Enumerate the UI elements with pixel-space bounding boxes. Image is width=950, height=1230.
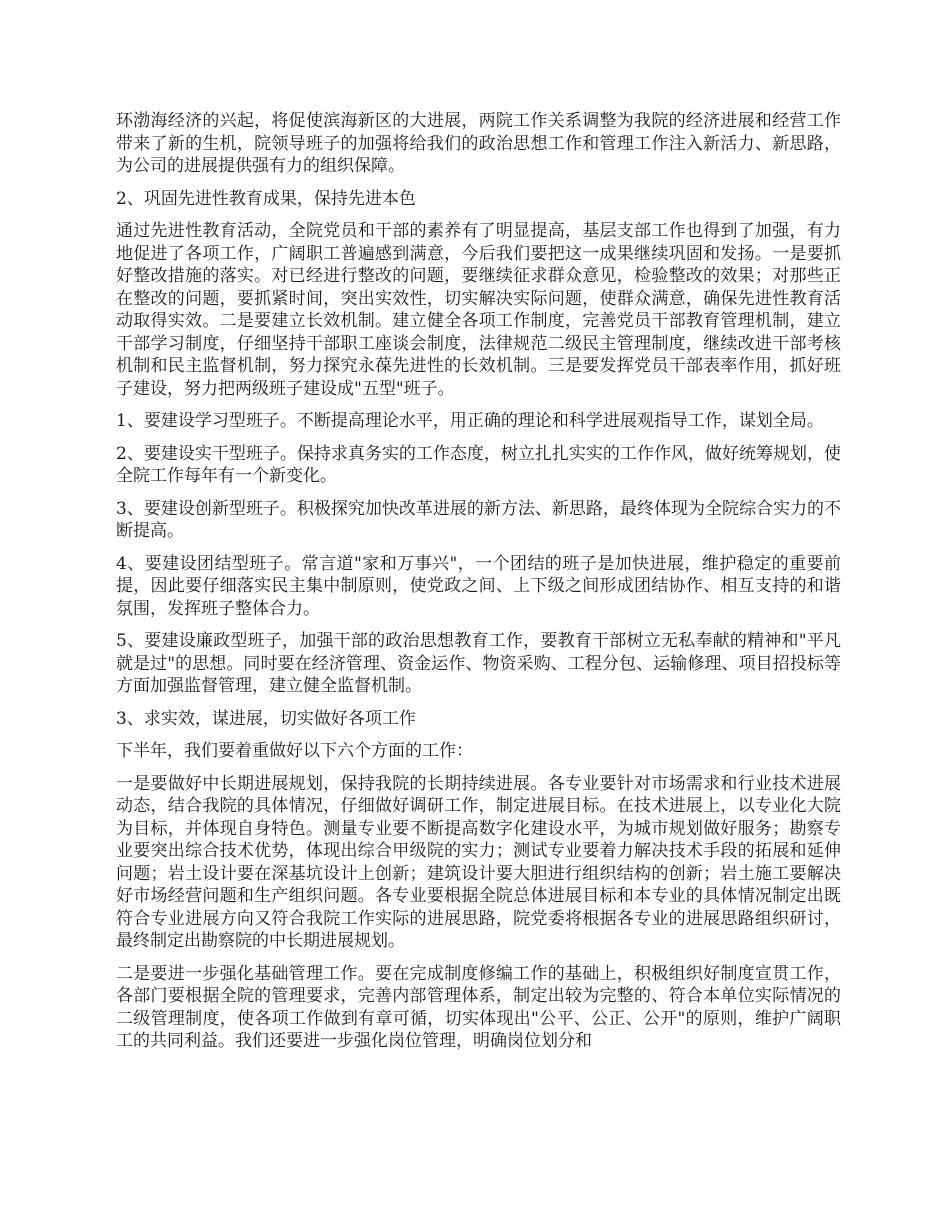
- document-body: [116, 110, 841, 1063]
- list-item-united-team: 4、要建设团结型班子。常言道"家和万事兴"，一个团结的班子是加快进展，维护稳定的重要前提，因此要仔细落实民主集中制原则，使党政之间、上下级之间形成团结协作、相互支持的和谐氛围，发挥班子整体合力。: [116, 553, 841, 619]
- list-item-learning-team: 1、要建设学习型班子。不断提高理论水平，用正确的理论和科学进展观指导工作，谋划全局。: [116, 411, 824, 431]
- section-heading-3: 3、求实效，谋进展，切实做好各项工作: [116, 708, 416, 729]
- list-item-innovative-team: 3、要建设创新型班子。积极探究加快改革进展的新方法、新思路，最终体现为全院综合实力的不断提高。: [116, 498, 841, 541]
- section-heading-2: 2、巩固先进性教育成果，保持先进本色: [116, 188, 416, 209]
- paragraph-basic-management: 二是要进一步强化基础管理工作。要在完成制度修编工作的基础上，积极组织好制度宣贯工作，各部门要根据全院的管理要求，完善内部管理体系，制定出较为完整的、符合本单位实际情况的二级管理制度，使各项工作做到有章可循，切实体现出"公平、公正、公开"的原则，维护广阔职工的共同利益。我们还要进一步强化岗位管理，明确岗位划分和: [116, 963, 841, 1051]
- list-item-practical-team: 2、要建设实干型班子。保持求真务实的工作态度，树立扎扎实实的工作作风，做好统筹规划，使全院工作每年有一个新变化。: [116, 443, 841, 486]
- paragraph-advanced-education: 通过先进性教育活动，全院党员和干部的素养有了明显提高，基层支部工作也得到了加强，有力地促进了各项工作，广阔职工普遍感到满意，今后我们要把这一成果继续巩固和发扬。一是要抓好整改措施的落实。对已经进行整改的问题，要继续征求群众意见，检验整改的效果；对那些正在整改的问题，要抓紧时间，突出实效性，切实解决实际问题，使群众满意，确保先进性教育活动取得实效。二是要建立长效机制。建立健全各项工作制度，完善党员干部教育管理机制，建立干部学习制度，仔细坚持干部职工座谈会制度，法律规范二级民主管理制度，继续改进干部考核机制和民主监督机制，努力探究永葆先进性的长效机制。三是要发挥党员干部表率作用，抓好班子建设，努力把两级班子建设成"五型"班子。: [116, 221, 841, 399]
- paragraph-intro: 环渤海经济的兴起，将促使滨海新区的大进展，两院工作关系调整为我院的经济进展和经营工作带来了新的生机，院领导班子的加强将给我们的政治思想工作和管理工作注入新活力、新思路，为公司的进展提供强有力的组织保障。: [116, 111, 841, 176]
- paragraph-long-term-plan: 一是要做好中长期进展规划，保持我院的长期持续进展。各专业要针对市场需求和行业技术进展动态，结合我院的具体情况，仔细做好调研工作，制定进展目标。在技术进展上，以专业化大院为目标，并体现自身特色。测量专业要不断提高数字化建设水平，为城市规划做好服务；勘察专业要突出综合技术优势，体现出综合甲级院的实力；测试专业要着力解决技术手段的拓展和延伸问题；岩土设计要在深基坑设计上创新；建筑设计要大胆进行组织结构的创新；岩土施工要解决好市场经营问题和生产组织问题。各专业要根据全院总体进展目标和本专业的具体情况制定出既符合专业进展方向又符合我院工作实际的进展思路，院党委将根据各专业的进展思路组织研讨，最终制定出勘察院的中长期进展规划。: [116, 773, 841, 951]
- paragraph-six-aspects: 下半年，我们要着重做好以下六个方面的工作：: [116, 741, 473, 761]
- list-item-clean-team: 5、要建设廉政型班子，加强干部的政治思想教育工作，要教育干部树立无私奉献的精神和"平凡就是过"的思想。同时要在经济管理、资金运作、物资采购、工程分包、运输修理、项目招投标等方面加强监督管理，建立健全监督机制。: [116, 631, 841, 696]
